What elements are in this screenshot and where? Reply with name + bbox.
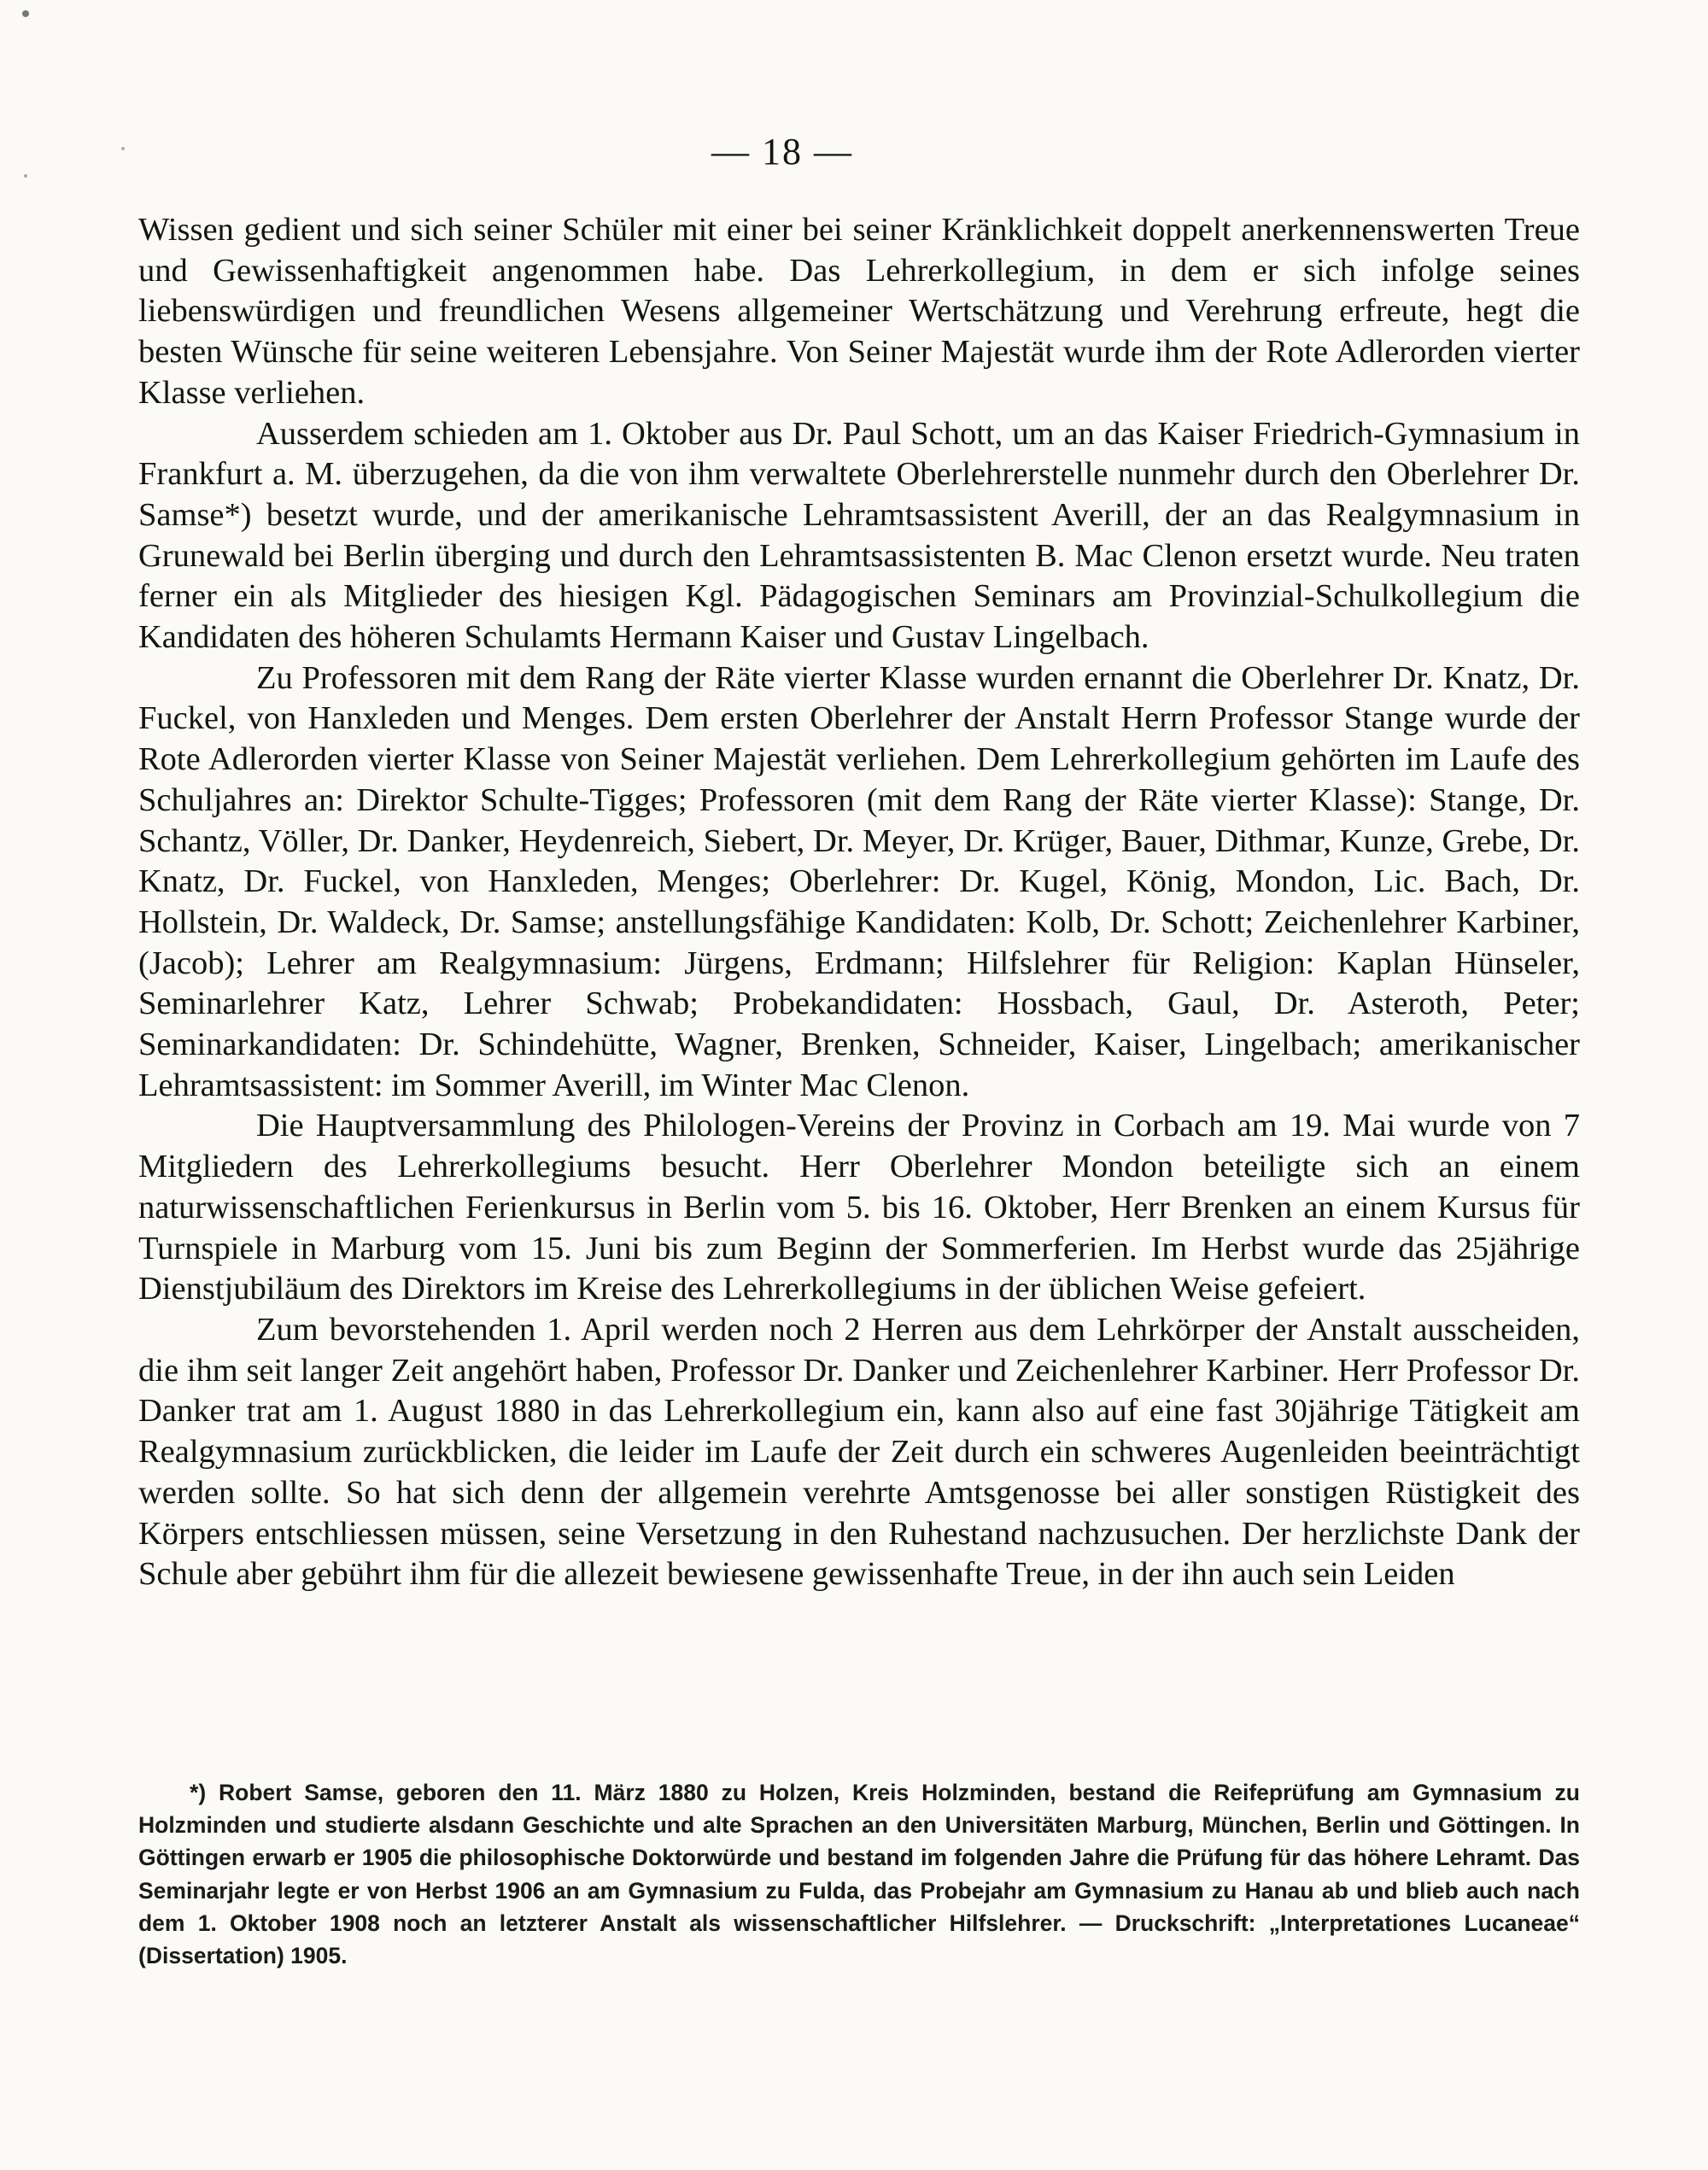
page-number: — 18 —	[711, 131, 853, 173]
body-text	[138, 210, 1580, 1595]
paragraph-5: Zum bevorstehenden 1. April werden noch 2 Herren aus dem Lehrkörper der Anstalt ausscheiden, die ihm seit langer Zeit angehört haben, Professor Dr. Danker und Zeichenlehrer Karbiner. Herr Professor Dr. Danker trat am 1. August 1880 in das Lehrerkollegium ein, kann also auf eine fast 30jährige Tätigkeit am Realgymnasium zurückblicken, die leider im Laufe der Zeit durch ein schweres Augenleiden beeinträchtigt werden sollte. So hat sich denn der allgemein verehrte Amtsgenosse bei aller sonstigen Rüstigkeit des Körpers entschliessen müssen, seine Versetzung in den Ruhestand nachzusuchen. Der herzlichste Dank der Schule aber gebührt ihm für die allezeit bewiesene gewissenhafte Treue, in der ihn auch sein Leiden	[138, 1311, 1580, 1593]
paper-speck	[24, 174, 27, 178]
paragraph-4: Die Hauptversammlung des Philologen-Vereins der Provinz in Corbach am 19. Mai wurde von 7 Mitgliedern des Lehrerkollegiums besucht. Herr Oberlehrer Mondon beteiligte sich an einem naturwissenschaftlichen Ferienkursus in Berlin vom 5. bis 16. Oktober, Herr Brenken an einem Kursus für Turnspiele in Marburg vom 15. Juni bis zum Beginn der Sommerferien. Im Herbst wurde das 25jährige Dienstjubiläum des Direktors im Kreise des Lehrerkollegiums in der üblichen Weise gefeiert.	[138, 1108, 1580, 1307]
paragraph-2: Ausserdem schieden am 1. Oktober aus Dr. Paul Schott, um an das Kaiser Friedrich-Gymnasium in Frankfurt a. M. überzugehen, da die von ihm verwaltete Oberlehrerstelle nunmehr durch den Oberlehrer Dr. Samse*) besetzt wurde, und der amerikanische Lehramtsassistent Averill, der an das Realgymnasium in Grunewald bei Berlin überging und durch den Lehramtsassistenten B. Mac Clenon ersetzt wurde. Neu traten ferner ein als Mitglieder des hiesigen Kgl. Pädagogischen Seminars am Provinzial-Schulkollegium die Kandidaten des höheren Schulamts Hermann Kaiser und Gustav Lingelbach.	[138, 415, 1580, 656]
footnote	[138, 1776, 1580, 1972]
paragraph-3: Zu Professoren mit dem Rang der Räte vierter Klasse wurden ernannt die Oberlehrer Dr. Knatz, Dr. Fuckel, von Hanxleden und Menges. Dem ersten Oberlehrer der Anstalt Herrn Professor Stange wurde der Rote Adlerorden vierter Klasse von Seiner Majestät verliehen. Dem Lehrerkollegium gehörten im Laufe des Schuljahres an: Direktor Schulte-Tigges; Professoren (mit dem Rang der Räte vierter Klasse): Stange, Dr. Schantz, Völler, Dr. Danker, Heydenreich, Siebert, Dr. Meyer, Dr. Krüger, Bauer, Dithmar, Kunze, Grebe, Dr. Knatz, Dr. Fuckel, von Hanxleden, Menges; Oberlehrer: Dr. Kugel, König, Mondon, Lic. Bach, Dr. Hollstein, Dr. Waldeck, Dr. Samse; anstellungsfähige Kandidaten: Kolb, Dr. Schott; Zeichenlehrer Karbiner, (Jacob); Lehrer am Realgymnasium: Jürgens, Erdmann; Hilfslehrer für Religion: Kaplan Hünseler, Seminarlehrer Katz, Lehrer Schwab; Probekandidaten: Hossbach, Gaul, Dr. Asteroth, Peter; Seminarkandidaten: Dr. Schindehütte, Wagner, Brenken, Schneider, Kaiser, Lingelbach; amerikanischer Lehramtsassistent: im Sommer Averill, im Winter Mac Clenon.	[138, 659, 1580, 1103]
paper-speck	[22, 10, 29, 17]
footnote-text: *) Robert Samse, geboren den 11. März 1880 zu Holzen, Kreis Holzminden, bestand die Reifeprüfung am Gymnasium zu Holzminden und studierte alsdann Geschichte und alte Sprachen an den Universitäten Marburg, München, Berlin und Göttingen. In Göttingen erwarb er 1905 die philosophische Doktorwürde und bestand im folgenden Jahre die Prüfung für das höhere Lehramt. Das Seminarjahr legte er von Herbst 1906 an am Gymnasium zu Fulda, das Probejahr am Gymnasium zu Hanau ab und blieb auch nach dem 1. Oktober 1908 noch an letzterer Anstalt als wissenschaftlicher Hilfslehrer. — Druckschrift: „Interpretationes Lucaneae“ (Dissertation) 1905.	[138, 1780, 1580, 1969]
paragraph-1: Wissen gedient und sich seiner Schüler mit einer bei seiner Kränklichkeit doppelt anerkennenswerten Treue und Gewissenhaftigkeit angenommen habe. Das Lehrerkollegium, in dem er sich infolge seines liebenswürdigen und freundlichen Wesens allgemeiner Wertschätzung und Verehrung erfreute, hegt die besten Wünsche für seine weiteren Lebensjahre. Von Seiner Majestät wurde ihm der Rote Adlerorden vierter Klasse verliehen.	[138, 212, 1580, 411]
